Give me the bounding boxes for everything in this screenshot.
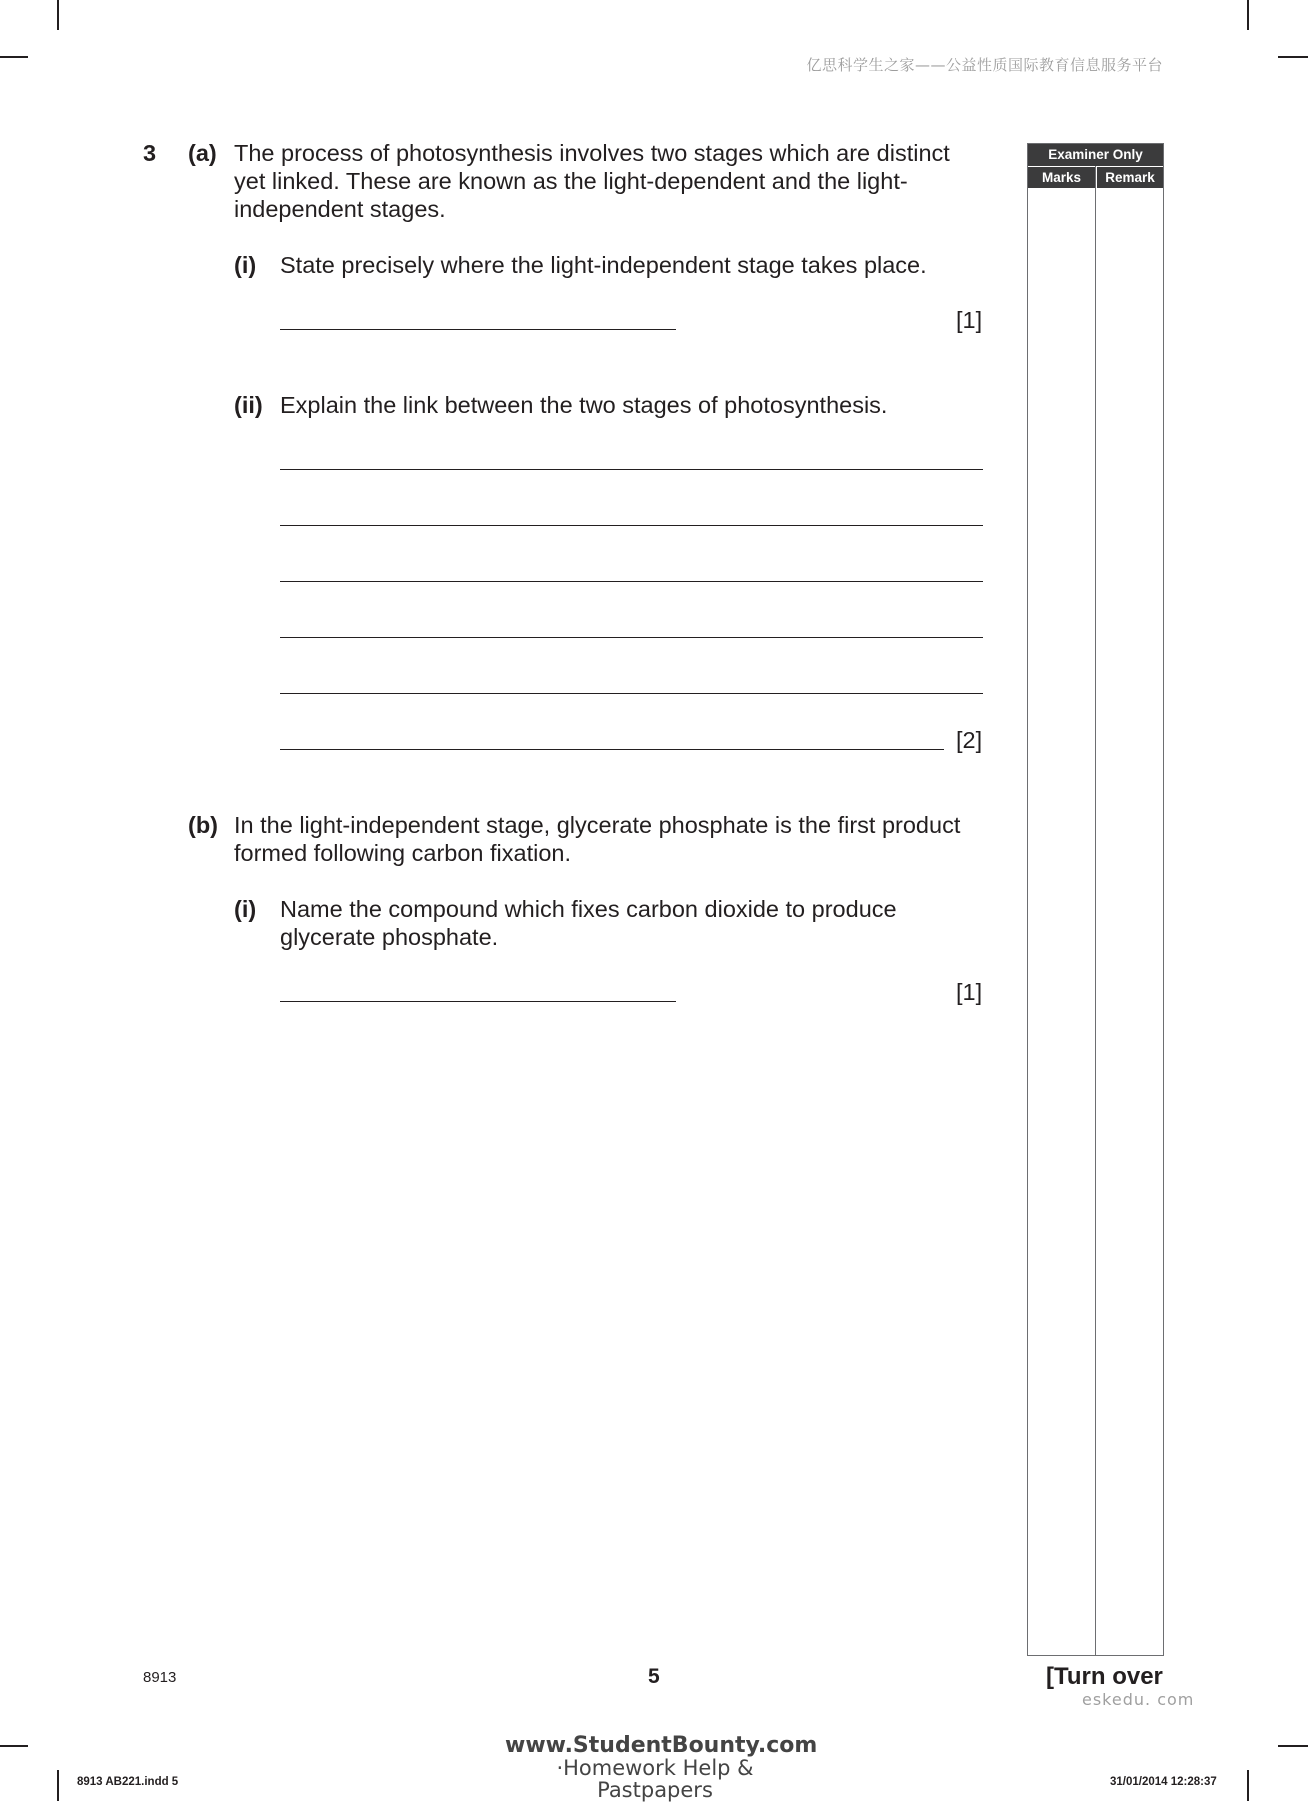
part-a-text-line: The process of photosynthesis involves two stages which are distinct	[234, 140, 950, 166]
answer-line[interactable]	[280, 581, 983, 582]
part-b-i-text	[280, 895, 980, 951]
part-a-ii-text: Explain the link between the two stages of photosynthesis.	[280, 392, 888, 418]
part-a-label: (a)	[188, 140, 217, 166]
crop-mark	[57, 1770, 59, 1801]
part-a-text-line: yet linked. These are known as the light-dependent and the light-	[234, 168, 908, 194]
part-b-i-label: (i)	[234, 896, 257, 922]
logo-tagline-text: ·Homework Help & Pastpapers	[556, 1756, 754, 1802]
part-a-ii-marks: [2]	[956, 727, 983, 753]
studentbounty-logo	[505, 1733, 818, 1802]
examiner-marks-header: Marks	[1028, 167, 1095, 188]
part-a-ii-label: (ii)	[234, 392, 263, 418]
answer-line[interactable]	[280, 469, 983, 470]
part-a-text	[234, 139, 1004, 223]
crop-mark	[1278, 56, 1308, 58]
question-number: 3	[143, 140, 157, 166]
part-a-i-marks: [1]	[956, 307, 983, 333]
crop-mark	[1247, 0, 1249, 30]
examiner-remark-header: Remark	[1097, 167, 1163, 188]
part-b-text	[234, 811, 1004, 867]
part-a-i-label: (i)	[234, 252, 257, 278]
answer-line[interactable]	[280, 329, 676, 330]
logo-url-text: www.StudentBounty.com	[505, 1733, 818, 1758]
slug-file-info: 8913 AB221.indd 5	[77, 1776, 179, 1788]
crop-mark	[1278, 1745, 1308, 1747]
header-site-text: 亿思科学生之家——公益性质国际教育信息服务平台	[806, 56, 1163, 74]
part-b-i-marks: [1]	[956, 979, 983, 1005]
answer-line[interactable]	[280, 525, 983, 526]
part-b-i-text-line: Name the compound which fixes carbon dioxide to produce	[280, 896, 897, 922]
examiner-only-box	[1027, 143, 1164, 1656]
part-b-i-text-line: glycerate phosphate.	[280, 924, 499, 950]
answer-line[interactable]	[280, 637, 983, 638]
crop-mark	[0, 56, 28, 58]
footer-watermark: eskedu. com	[1082, 1690, 1195, 1709]
part-a-text-line: independent stages.	[234, 196, 446, 222]
part-b-text-line: formed following carbon fixation.	[234, 840, 572, 866]
part-a-i-text: State precisely where the light-independent stage takes place.	[280, 252, 927, 278]
answer-line[interactable]	[280, 749, 944, 750]
crop-mark	[0, 1745, 28, 1747]
turn-over-label: [Turn over	[1046, 1663, 1163, 1690]
part-b-label: (b)	[188, 812, 219, 838]
crop-mark	[1247, 1770, 1249, 1801]
examiner-column-divider	[1095, 166, 1096, 1655]
slug-timestamp: 31/01/2014 12:28:37	[1110, 1776, 1217, 1788]
page-number: 5	[648, 1665, 660, 1688]
examiner-only-title: Examiner Only	[1028, 144, 1163, 166]
answer-line[interactable]	[280, 693, 983, 694]
crop-mark	[57, 0, 59, 30]
part-b-text-line: In the light-independent stage, glycerate phosphate is the first product	[234, 812, 961, 838]
answer-line[interactable]	[280, 1001, 676, 1002]
footer-paper-code: 8913	[143, 1669, 177, 1686]
